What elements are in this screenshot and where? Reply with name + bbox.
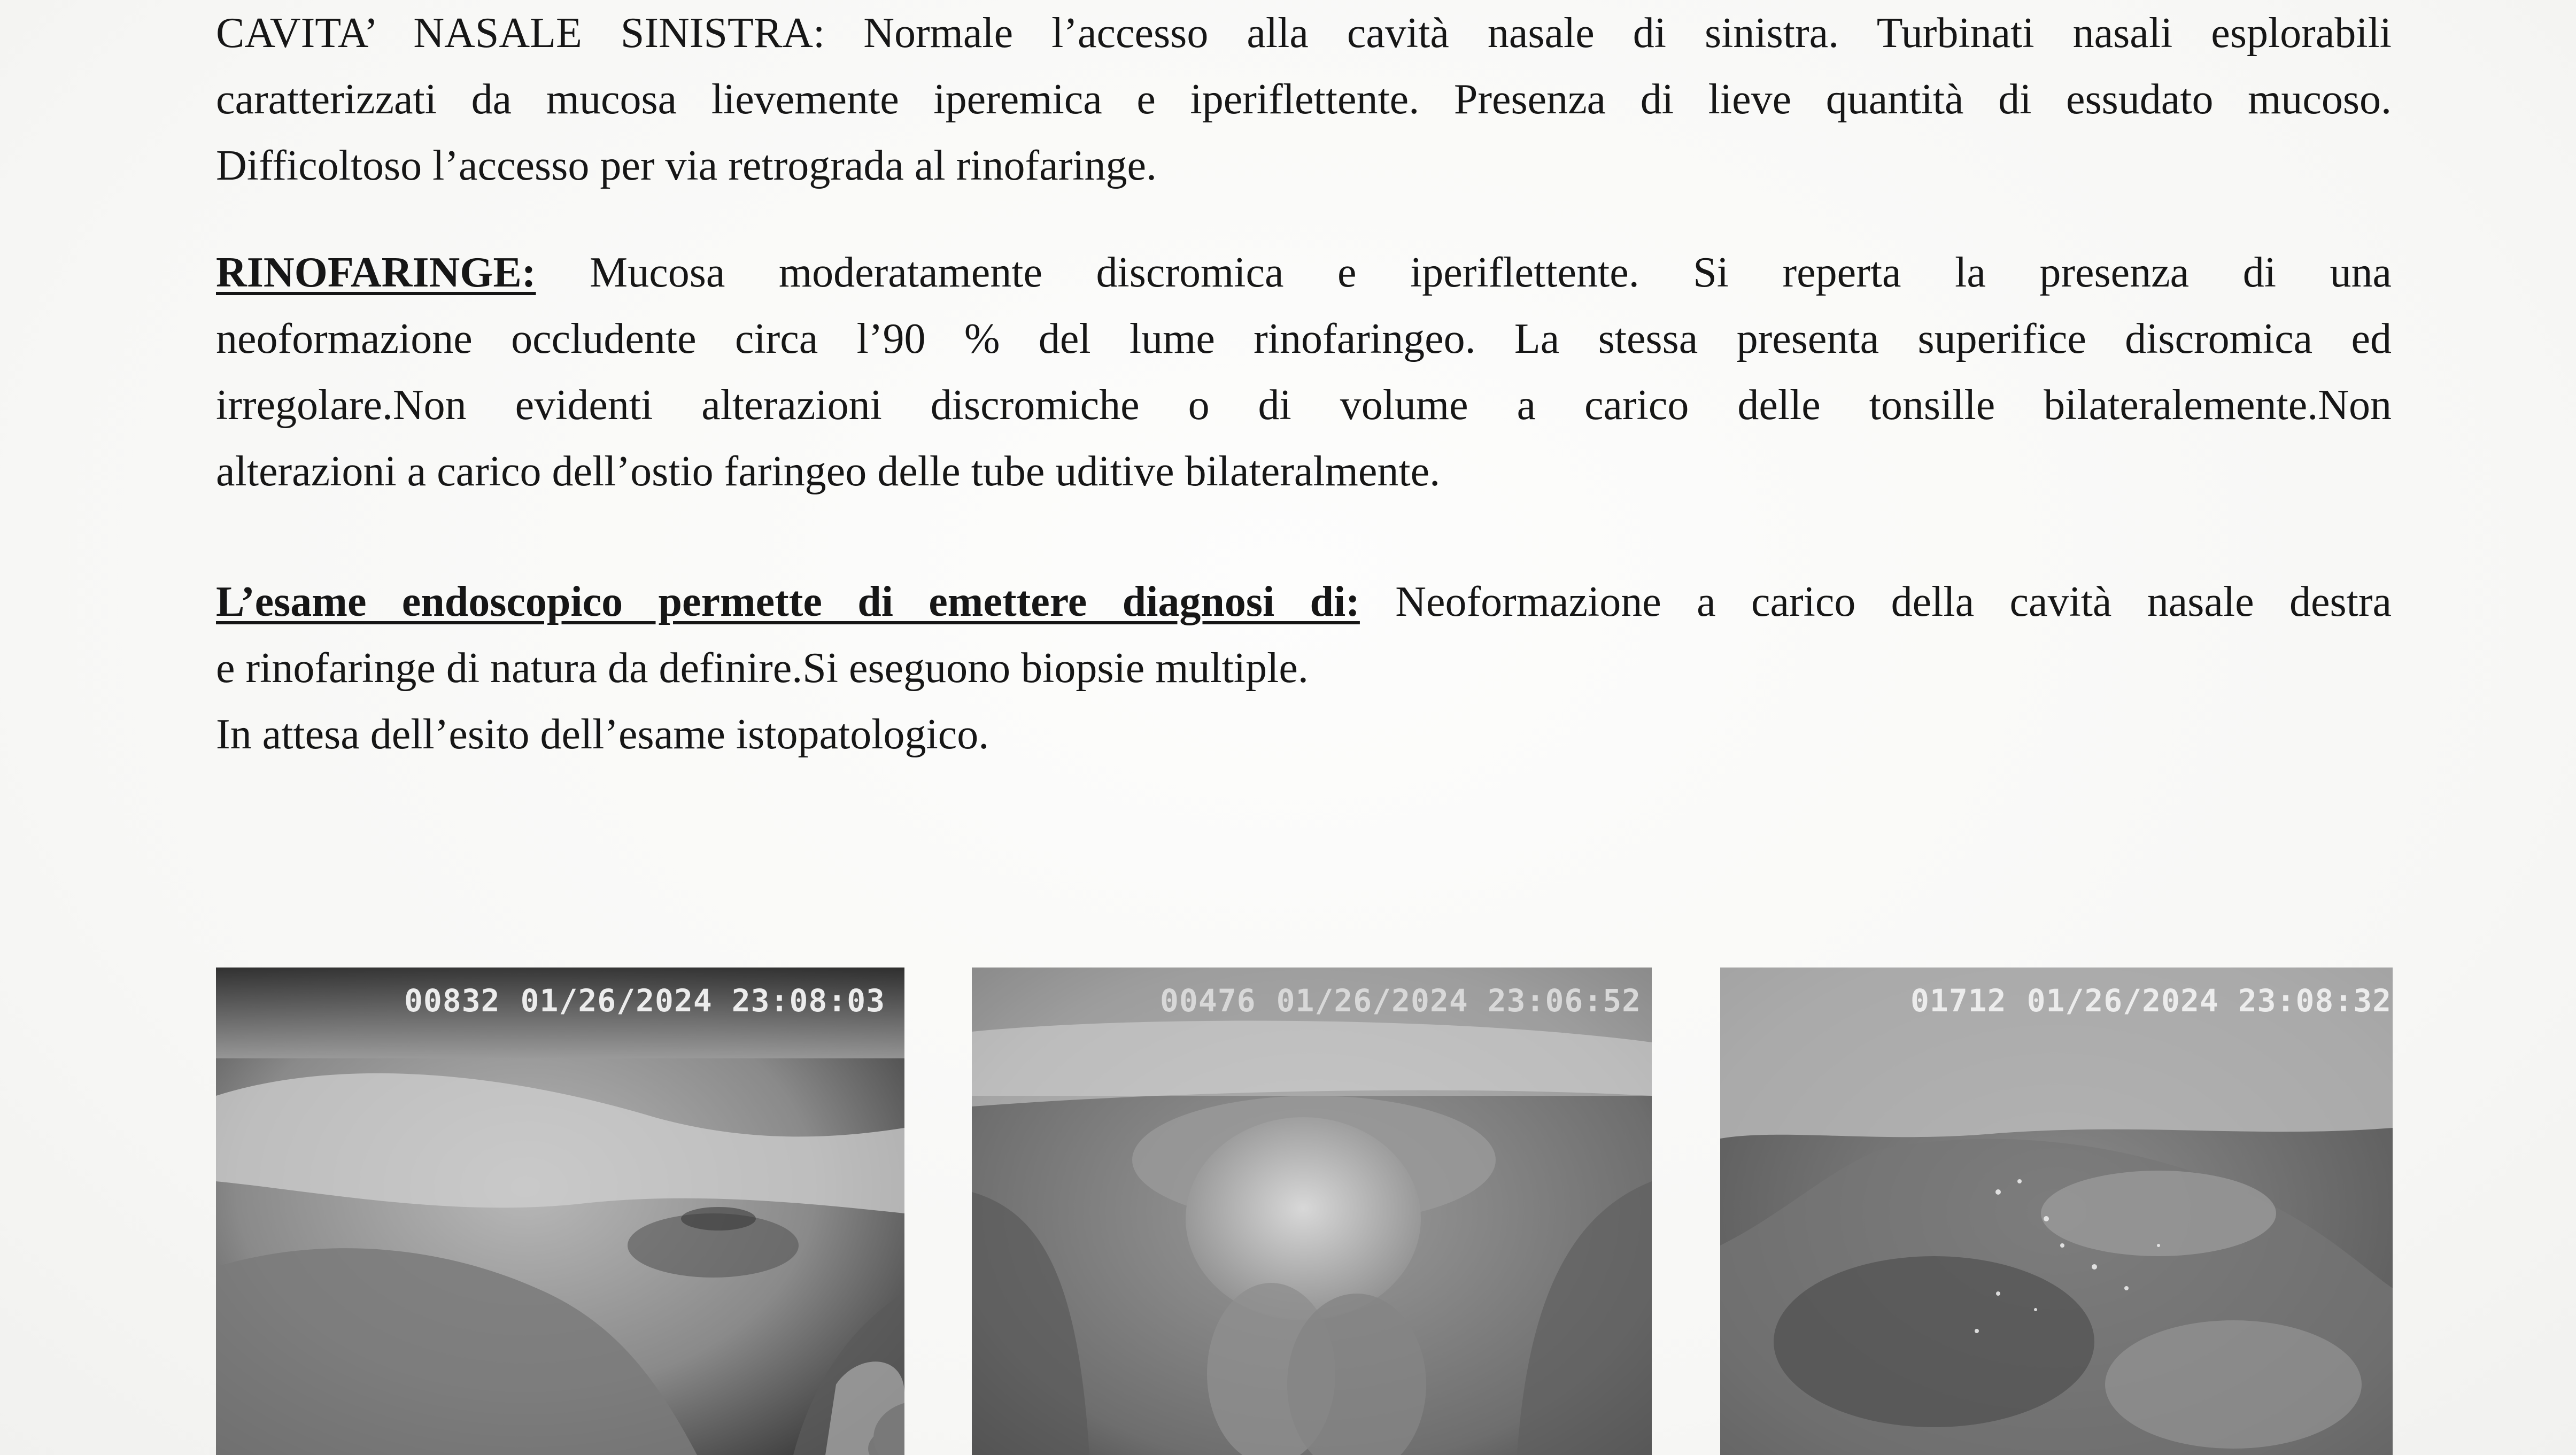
paragraph-line: neoformazione occludente circa l’90 % del lume rinofaringeo. La stessa presenta superifice discromica ed [216, 315, 2392, 362]
paragraph-line: Difficoltoso l’accesso per via retrograda al rinofaringe. [216, 142, 1157, 189]
section-heading: RINOFARINGE: [216, 249, 536, 296]
paragraph-line: CAVITA’ NASALE SINISTRA: Normale l’accesso alla cavità nasale di sinistra. Turbinati nasali esplorabili [216, 10, 2392, 57]
rhinopharynx-paragraph [216, 239, 2392, 505]
frame-number: 00476 [1160, 982, 1256, 1019]
endoscopy-image-3 [1720, 968, 2393, 1455]
endoscopy-image-icon [1720, 968, 2393, 1455]
paragraph-line: irregolare.Non evidenti alterazioni discromiche o di volume a carico delle tonsille bilateralemente.Non [216, 382, 2392, 429]
image-timestamp [404, 982, 885, 1019]
diagnosis-paragraph [216, 569, 2392, 768]
endoscopy-image-2 [972, 968, 1652, 1455]
frame-number: 00832 [404, 982, 500, 1019]
image-timestamp [1160, 982, 1641, 1019]
left-nasal-cavity-paragraph [216, 0, 2392, 199]
date-time: 01/26/2024 23:08:03 [520, 982, 886, 1019]
paragraph-line: e rinofaringe di natura da definire.Si eseguono biopsie multiple. [216, 645, 1309, 692]
frame-number: 01712 [1910, 982, 2007, 1019]
paragraph-line: alterazioni a carico dell’ostio faringeo delle tube uditive bilateralmente. [216, 448, 1441, 495]
paragraph-line: In attesa dell’esito dell’esame istopatologico. [216, 711, 989, 758]
endoscopy-image-icon [216, 968, 904, 1455]
section-heading: L’esame endoscopico permette di emettere diagnosi di: [216, 578, 1360, 625]
heading-line-text: Mucosa moderatamente discromica e iperiflettente. Si reperta la presenza di una [536, 249, 2392, 296]
paragraph-line: caratterizzati da mucosa lievemente iperemica e iperiflettente. Presenza di lieve quantità di essudato mucoso. [216, 76, 2392, 123]
heading-line-text: Neoformazione a carico della cavità nasale destra [1359, 578, 2392, 625]
endoscopy-image-1 [216, 968, 904, 1455]
date-time: 01/26/2024 23:06:52 [1276, 982, 1642, 1019]
paragraph-line [216, 569, 2392, 635]
date-time: 01/26/2024 23:08:32 [2026, 982, 2392, 1019]
endoscopy-image-icon [972, 968, 1652, 1455]
paragraph-line [216, 239, 2392, 306]
image-timestamp [1910, 982, 2392, 1019]
